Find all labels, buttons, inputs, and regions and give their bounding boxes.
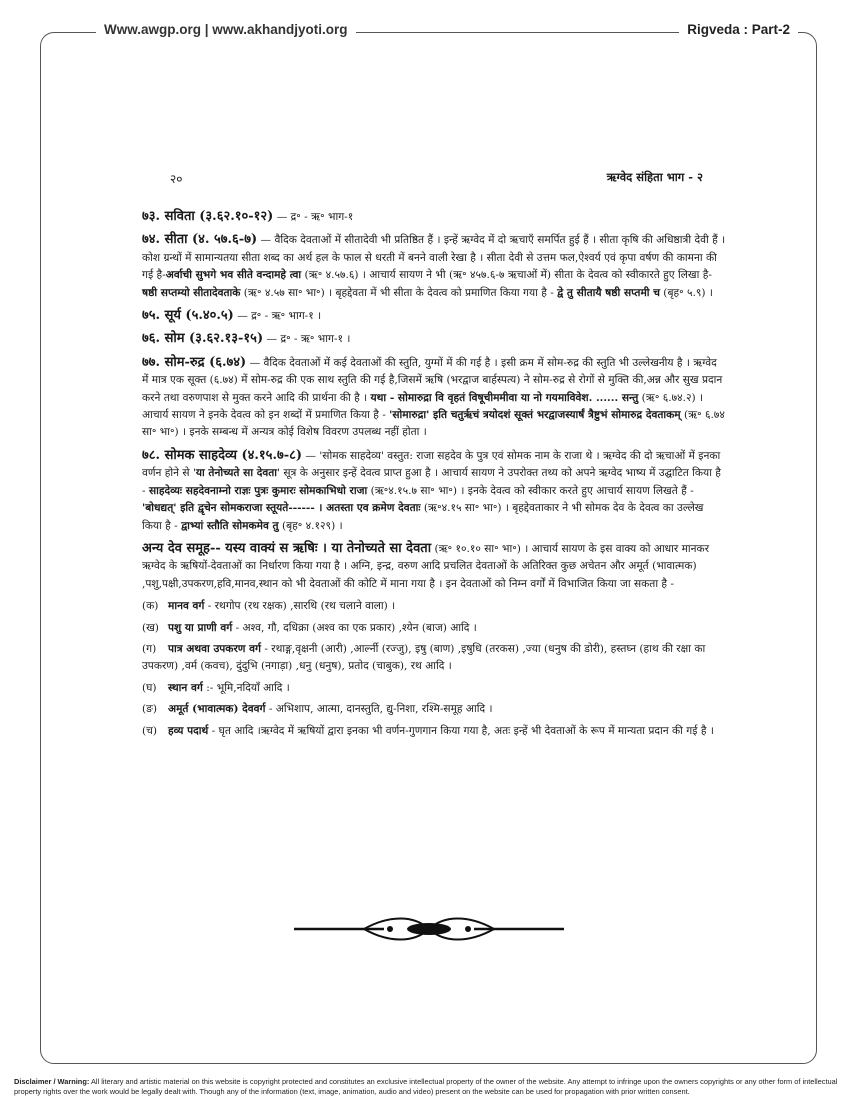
entry-soma: ७६. सोम (३.६२.१३-१५) — द्र॰ - ऋ॰ भाग-१ ।	[142, 331, 351, 347]
page-content	[142, 208, 726, 740]
category-item: (ङ) अमूर्त (भावात्मक) देववर्ग - अभिशाप, आत्मा, दानस्तुति, द्यु-निशा, रश्मि-समूह आदि ।	[142, 703, 493, 716]
ornament-divider-icon	[294, 915, 564, 943]
entry-somaka-sahadevya: ७८. सोमक साहदेव्य (४.१५.७-८) — 'सोमक साहदेव्य' वस्तुत: राजा सहदेव के पुत्र एवं सोमक नाम के राजा थे । ऋग्वेद की दो ऋचाओं में इनका वर्णन होने से 'या तेनोच्यते सा देवता' सूत्र के अनुसार इन्हें देवत्व प्राप्त हुआ है । आचार्य सायण ने उपरोक्त तथ्य को अपने ऋग्वेद भाष्य में उद्घाटित किया है - साहदेव्यः सहदेवनाम्नो राज्ञः पुत्रः कुमारः सोमकाभिधो राजा (ऋ॰४.१५.७ सा॰ भा॰) । इनके देवत्व को स्वीकार करते हुए आचार्य सायण लिखते हैं - 'बोधद्यत्' इति द्वृचेन सोमकराजा स्तूयते------ । अतस्ता एव क्रमेण देवताः (ऋ॰४.१५ सा॰ भा॰) । बृहद्देवताकार ने भी सोमक देव के देवत्व का उल्लेख किया है - द्वाभ्यां स्तौति सोमकमेव तु (बृह॰ ४.१२९) ।	[142, 447, 721, 532]
category-item: (ग) पात्र अथवा उपकरण वर्ग - रथाङ्ग,वृक्षनी (आरी) ,आर्ल्नी (रज्जु), इषु (बाण) ,इषुधि (तरकस) ,ज्या (धनुष की डोरी), हस्तघ्न (हाथ की रक्षा का उपकरण) ,वर्म (कवच), दुंदुभि (नगाड़ा) ,धनु (धनुष), प्रतोद (चाबुक), रथ आदि ।	[142, 642, 706, 673]
other-deity-groups: अन्य देव समूह-- यस्य वाक्यं स ऋषिः । या तेनोच्यते सा देवता (ऋ॰ १०.१० सा॰ भा॰) । आचार्य सायण के इस वाक्य को आधार मानकर ऋग्वेद के ऋषियों-देवताओं का निर्धारण किया गया है । अग्नि, इन्द्र, वरुण आदि प्रचलित देवताओं के अतिरिक्त कुछ अचेतन और अमूर्त (भावात्मक) ,पशु,पक्षी,उपकरण,हवि,मानव,स्थान को भी देवताओं की कोटि में माना गया है । इन देवताओं को निम्न वर्गों में विभाजित किया जा सकता है -	[142, 540, 710, 590]
page-number: २०	[170, 172, 183, 186]
entry-surya: ७५. सूर्य (५.४०.५) — द्र॰ - ऋ॰ भाग-१ ।	[142, 308, 322, 324]
entry-sita: ७४. सीता (४. ५७.६-७) — वैदिक देवताओं में सीतादेवी भी प्रतिष्ठित हैं । इन्हें ऋग्वेद में दो ऋचाएँ समर्पित हुई हैं । सीता कृषि की अधिष्ठात्री देवी हैं । कोश ग्रन्थों में सामान्यतया सीता शब्द का अर्थ हल के फाल से धरती में बनने वाली रेखा है । सीता देवी से उत्तम फल,ऐश्वर्य एवं कृपा वर्षण की कामना की गई है-अर्वाची सुभगे भव सीते वन्दामहे त्वा (ऋ॰ ४.५७.६) । आचार्य सायण ने भी (ऋ॰ ४५७.६-७ ऋचाओं में) सीता के देवत्व को स्वीकारते हुए लिखा है- षष्ठी सप्तम्यो सीतादेवताके (ऋ॰ ४.५७ सा॰ भा॰) । बृहद्देवता में भी सीता के देवत्व को प्रमाणित किया गया है - द्वे तु सीतायै षष्ठी सप्तमी च (बृह॰ ५.९) ।	[142, 232, 726, 299]
running-head: ऋग्वेद संहिता भाग - २	[606, 170, 703, 184]
site-links[interactable]: Www.awgp.org | www.akhandjyoti.org	[96, 22, 356, 37]
category-item: (क) मानव वर्ग - रथगोप (रथ रक्षक) ,सारथि (रथ चलाने वाला) ।	[142, 600, 396, 613]
disclaimer: Disclaimer / Warning: All literary and artistic material on this website is copyright protected and constitutes an exclusive intellectual property of the owner of the website. Any attempt to infringe upon the owners copyrights or any other form of intellectual property rights over the work would be legally dealt with. Though any of the information (text, image, animation, audio and video) present on the website can be used for propagation with prior written consent.	[14, 1077, 838, 1096]
book-title: Rigveda : Part-2	[679, 22, 798, 37]
category-item: (ख) पशु या प्राणी वर्ग - अश्व, गौ, दधिक्रा (अश्व का एक प्रकार) ,श्येन (बाज) आदि ।	[142, 621, 477, 634]
category-item: (घ) स्थान वर्ग :- भूमि,नदियाँ आदि ।	[142, 681, 290, 694]
category-item: (च) हव्य पदार्थ - घृत आदि ।ऋग्वेद में ऋषियों द्वारा इनका भी वर्णन-गुणगान किया गया है, अतः इन्हें भी देवताओं के रूप में मान्यता प्रदान की गई है ।	[142, 724, 714, 737]
entry-savita: ७३. सविता (३.६२.१०-१२) — द्र॰ - ऋ॰ भाग-१	[142, 209, 354, 224]
entry-soma-rudra: ७७. सोम-रुद्र (६.७४) — वैदिक देवताओं में कई देवताओं की स्तुति, युग्मों में की गई है । इसी क्रम में सोम-रुद्र की स्तुति भी उल्लेखनीय है । ऋग्वेद में मात्र एक सूक्त (६.७४) में सोम-रुद्र की एक साथ स्तुति की गई है,जिसमें ऋषि (भरद्वाज बार्हस्पत्य) ने सोम-रुद्र से रोगों से मुक्ति की,अन्न और सुख प्रदान करने तथा वरुणपाश से मुक्त करने आदि की प्रार्थना की है । यथा - सोमारुद्रा वि वृहतं विषूचीममीवा या नो गयमाविवेश. ...... सन्तु (ऋ॰ ६.७४.२) । आचार्य सायण ने इनके देवत्व को इन शब्दों में प्रमाणित किया है - 'सोमारुद्रा' इति चतुर्ऋचं त्रयोदशं सूक्तं भरद्वाजस्यार्षं त्रैष्टुभं सोमारुद्र देवताकम् (ऋ॰ ६.७४ सा॰ भा॰) । इनके सम्बन्ध में अन्यत्र कोई विशेष विवरण उपलब्ध नहीं होता ।	[142, 354, 725, 439]
